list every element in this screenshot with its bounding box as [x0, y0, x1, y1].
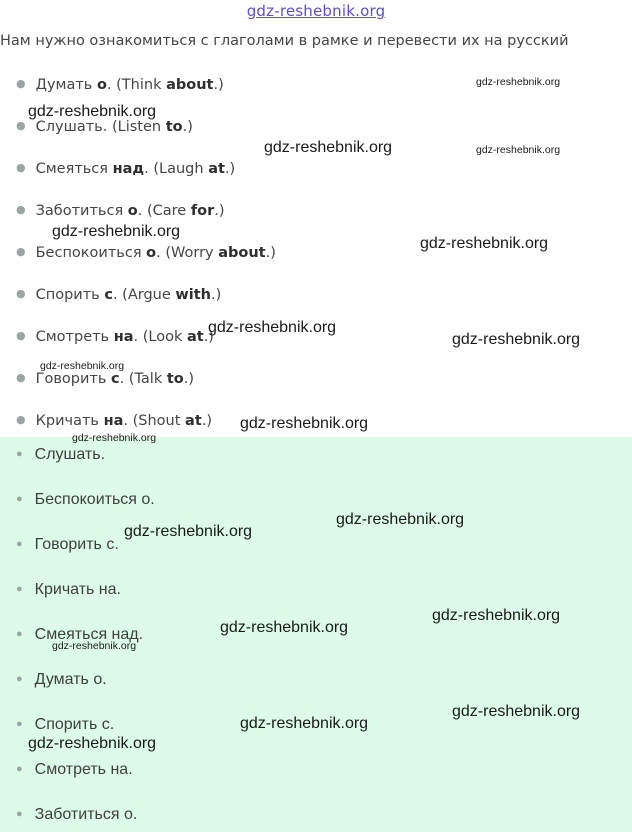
answer-item: ● Кричать на.: [16, 581, 121, 598]
watermark: gdz-reshebnik.org: [240, 715, 369, 732]
answer-item: ● Смеяться над.: [16, 626, 144, 643]
bullet-icon: ●: [16, 77, 26, 90]
verb-item: ● Говорить с. (Talk to.): [16, 371, 195, 387]
verb-item: ● Смотреть на. (Look at.): [16, 329, 214, 345]
task-instruction: Нам нужно ознакомиться с глаголами в рамке и перевести их на русский: [0, 33, 569, 49]
bullet-icon: ●: [16, 413, 26, 426]
bullet-icon: ●: [16, 245, 26, 258]
watermark: gdz-reshebnik.org: [72, 432, 157, 444]
bullet-icon: ●: [16, 371, 26, 384]
watermark: gdz-reshebnik.org: [420, 235, 549, 252]
watermark: gdz-reshebnik.org: [28, 735, 157, 752]
answer-item: ● Спорить с.: [16, 716, 115, 733]
verb-item: ● Беспокоиться о. (Worry about.): [16, 245, 276, 261]
answer-item: ● Говорить с.: [16, 536, 119, 553]
watermark: gdz-reshebnik.org: [432, 607, 561, 624]
answer-item: ● Смотреть на.: [16, 761, 133, 778]
bullet-icon: ●: [16, 628, 23, 640]
watermark: gdz-reshebnik.org: [264, 139, 393, 156]
verb-item: ● Спорить с. (Argue with.): [16, 287, 222, 303]
answer-item: ● Думать о.: [16, 671, 107, 688]
verb-item: ● Думать о. (Think about.): [16, 77, 224, 93]
watermark: gdz-reshebnik.org: [240, 415, 369, 432]
verb-item: ● Кричать на. (Shout at.): [16, 413, 213, 429]
watermark: gdz-reshebnik.org: [28, 103, 157, 120]
bullet-icon: ●: [16, 493, 23, 505]
answer-item: ● Беспокоиться о.: [16, 491, 155, 508]
bullet-icon: ●: [16, 673, 23, 685]
verb-item: ● Слушать. (Listen to.): [16, 119, 193, 135]
watermark: gdz-reshebnik.org: [336, 511, 465, 528]
bullet-icon: ●: [16, 329, 26, 342]
watermark: gdz-reshebnik.org: [208, 319, 337, 336]
watermark: gdz-reshebnik.org: [476, 76, 561, 88]
verb-item: ● Смеяться над. (Laugh at.): [16, 161, 236, 177]
bullet-icon: ●: [16, 583, 23, 595]
bullet-icon: ●: [16, 119, 26, 132]
watermark: gdz-reshebnik.org: [40, 360, 125, 372]
answer-item: ● Слушать.: [16, 446, 106, 463]
bullet-icon: ●: [16, 538, 23, 550]
bullet-icon: ●: [16, 718, 23, 730]
bullet-icon: ●: [16, 161, 26, 174]
bullet-icon: ●: [16, 287, 26, 300]
bullet-icon: ●: [16, 448, 23, 460]
watermark: gdz-reshebnik.org: [452, 703, 581, 720]
site-header-link[interactable]: gdz-reshebnik.org: [246, 2, 386, 20]
bullet-icon: ●: [16, 808, 23, 820]
watermark: gdz-reshebnik.org: [52, 223, 181, 240]
watermark: gdz-reshebnik.org: [452, 331, 581, 348]
bullet-icon: ●: [16, 203, 26, 216]
bullet-icon: ●: [16, 763, 23, 775]
answer-item: ● Заботиться о.: [16, 806, 138, 823]
watermark: gdz-reshebnik.org: [220, 619, 349, 636]
watermark: gdz-reshebnik.org: [476, 144, 561, 156]
verb-item: ● Заботиться о. (Care for.): [16, 203, 225, 219]
watermark: gdz-reshebnik.org: [124, 523, 253, 540]
watermark: gdz-reshebnik.org: [52, 640, 137, 652]
